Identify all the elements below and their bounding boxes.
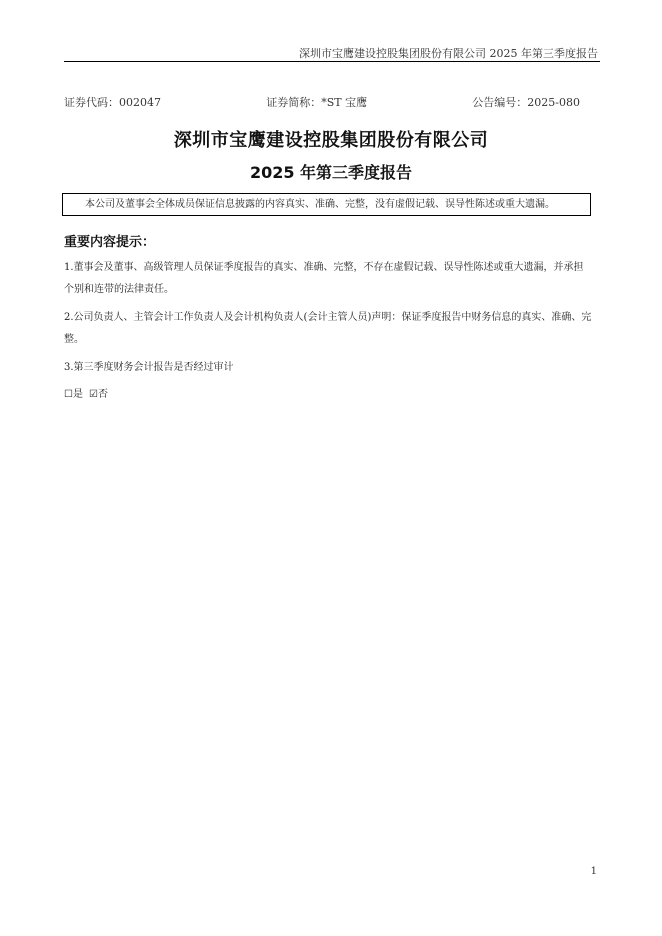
audit-choice-row bbox=[64, 384, 108, 406]
meta-row bbox=[64, 94, 580, 110]
notice-item-3: 3.第三季度财务会计报告是否经过审计 bbox=[64, 362, 234, 373]
checkbox-checked-icon: ☑ bbox=[88, 389, 98, 400]
notice-item-2: 2.公司负责人、主管会计工作负责人及会计机构负责人(会计主管人员)声明：保证季度报告中财务信息的真实、准确、完整。 bbox=[64, 312, 592, 345]
header-divider bbox=[64, 61, 600, 62]
notice-item-1: 1.董事会及董事、高级管理人员保证季度报告的真实、准确、完整，不存在虚假记载、误导性陈述或重大遗漏，并承担个别和连带的法律责任。 bbox=[64, 262, 584, 295]
company-title: 深圳市宝鹰建设控股集团股份有限公司 bbox=[173, 130, 489, 151]
no-label: 否 bbox=[97, 389, 108, 400]
checkbox-unchecked-icon: ☐ bbox=[64, 389, 73, 400]
running-header: 深圳市宝鹰建设控股集团股份有限公司 2025 年第三季度报告 bbox=[299, 47, 598, 60]
stock-abbreviation: 证券简称：*ST 宝鹰 bbox=[266, 96, 368, 109]
page-number: 1 bbox=[590, 866, 597, 877]
disclosure-notice-box: 本公司及董事会全体成员保证信息披露的内容真实、准确、完整，没有虚假记载、误导性陈述或重大遗漏。 bbox=[62, 193, 591, 216]
stock-code: 证券代码：002047 bbox=[64, 96, 161, 109]
yes-label: 是 bbox=[72, 389, 83, 400]
announcement-number: 公告编号：2025-080 bbox=[472, 96, 580, 109]
important-notice-heading: 重要内容提示： bbox=[64, 235, 156, 250]
report-title: 2025 年第三季度报告 bbox=[249, 163, 413, 182]
